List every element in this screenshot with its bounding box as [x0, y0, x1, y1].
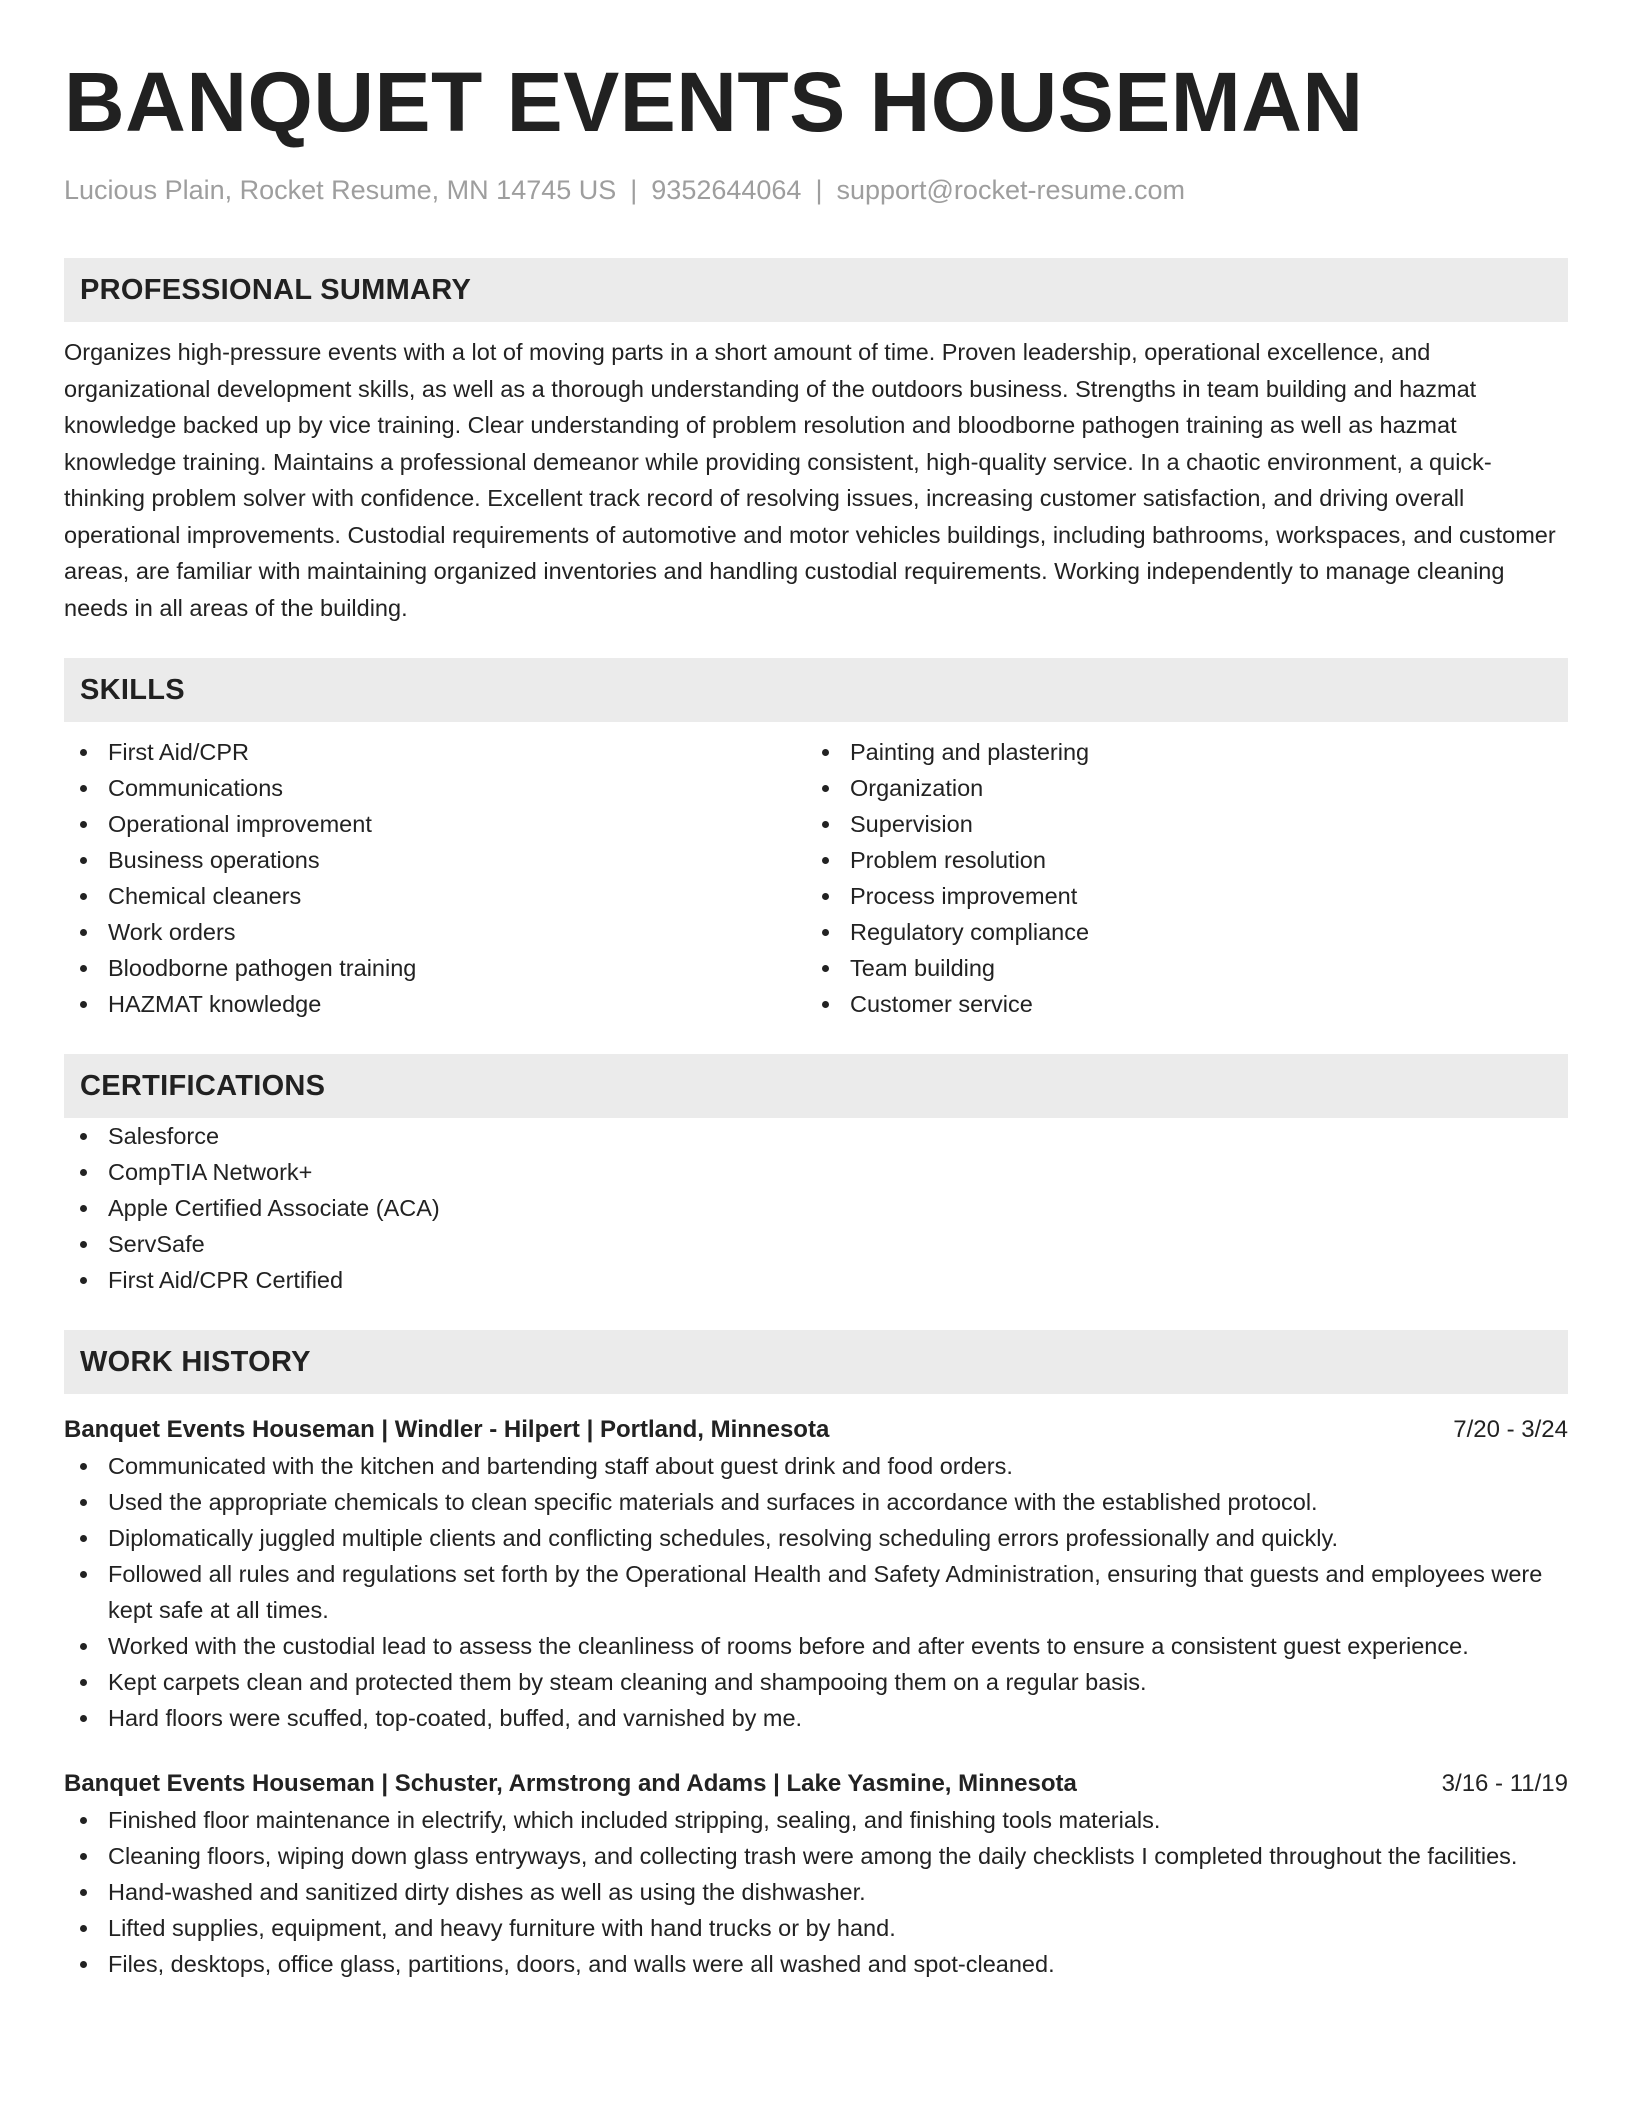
job-entry	[64, 1412, 1568, 1736]
job-duties-list	[64, 1448, 1568, 1736]
job-title: Banquet Events Houseman | Windler - Hilpert | Portland, Minnesota	[64, 1416, 830, 1443]
contact-line	[64, 172, 1568, 208]
job-dates: 7/20 - 3/24	[1453, 1416, 1568, 1443]
skills-grid	[64, 734, 1568, 1022]
skills-list-left	[64, 734, 806, 1022]
skill-item: Team building	[806, 950, 1548, 986]
skill-item: Bloodborne pathogen training	[64, 950, 806, 986]
skills-list-right	[806, 734, 1548, 1022]
job-duty-item: Cleaning floors, wiping down glass entryways, and collecting trash were among the daily checklists I completed throughout the facilities.	[64, 1838, 1568, 1874]
job-duties-list	[64, 1802, 1568, 1982]
job-duty-item: Kept carpets clean and protected them by steam cleaning and shampooing them on a regular basis.	[64, 1664, 1568, 1700]
job-header	[64, 1766, 1568, 1802]
section-header-summary: PROFESSIONAL SUMMARY	[64, 258, 1568, 322]
certification-item: Apple Certified Associate (ACA)	[64, 1190, 1568, 1226]
skill-item: HAZMAT knowledge	[64, 986, 806, 1022]
resume-page	[64, 54, 1568, 1982]
certification-item: CompTIA Network+	[64, 1154, 1568, 1190]
job-duty-item: Hard floors were scuffed, top-coated, buffed, and varnished by me.	[64, 1700, 1568, 1736]
certification-item: Salesforce	[64, 1118, 1568, 1154]
section-header-work-history: WORK HISTORY	[64, 1330, 1568, 1394]
skill-item: Chemical cleaners	[64, 878, 806, 914]
job-duty-item: Used the appropriate chemicals to clean specific materials and surfaces in accordance with the established protocol.	[64, 1484, 1568, 1520]
skill-item: Regulatory compliance	[806, 914, 1548, 950]
skill-item: First Aid/CPR	[64, 734, 806, 770]
skill-item: Work orders	[64, 914, 806, 950]
job-duty-item: Files, desktops, office glass, partitions, doors, and walls were all washed and spot-cleaned.	[64, 1946, 1568, 1982]
section-header-skills: SKILLS	[64, 658, 1568, 722]
candidate-name: BANQUET EVENTS HOUSEMAN	[64, 55, 1364, 149]
skill-item: Business operations	[64, 842, 806, 878]
contact-separator: |	[815, 175, 823, 205]
job-duty-item: Communicated with the kitchen and bartending staff about guest drink and food orders.	[64, 1448, 1568, 1484]
contact-email[interactable]: support@rocket-resume.com	[836, 175, 1185, 205]
contact-separator: |	[630, 175, 638, 205]
job-duty-item: Finished floor maintenance in electrify, which included stripping, sealing, and finishing tools materials.	[64, 1802, 1568, 1838]
job-duty-item: Hand-washed and sanitized dirty dishes as well as using the dishwasher.	[64, 1874, 1568, 1910]
skill-item: Customer service	[806, 986, 1548, 1022]
certification-item: ServSafe	[64, 1226, 1568, 1262]
summary-text: Organizes high-pressure events with a lot of moving parts in a short amount of time. Proven leadership, operational excellence, and organizational development skills, as well as a thorough understanding of the outdoors business. Strengths in team building and hazmat knowledge backed up by vice training. Clear understanding of problem resolution and bloodborne pathogen training as well as hazmat knowledge training. Maintains a professional demeanor while providing consistent, high-quality service. In a chaotic environment, a quick-thinking problem solver with confidence. Excellent track record of resolving issues, increasing customer satisfaction, and driving overall operational improvements. Custodial requirements of automotive and motor vehicles buildings, including bathrooms, workspaces, and customer areas, are familiar with maintaining organized inventories and handling custodial requirements. Working independently to manage cleaning needs in all areas of the building.	[64, 339, 1556, 621]
certification-item: First Aid/CPR Certified	[64, 1262, 1568, 1298]
skill-item: Supervision	[806, 806, 1548, 842]
job-duty-item: Followed all rules and regulations set forth by the Operational Health and Safety Administration, ensuring that guests and employees were kept safe at all times.	[64, 1556, 1568, 1628]
skill-item: Operational improvement	[64, 806, 806, 842]
job-duty-item: Worked with the custodial lead to assess the cleanliness of rooms before and after events to ensure a consistent guest experience.	[64, 1628, 1568, 1664]
job-dates: 3/16 - 11/19	[1441, 1770, 1568, 1797]
job-entry	[64, 1766, 1568, 1982]
certifications-list	[64, 1118, 1568, 1298]
job-duty-item: Diplomatically juggled multiple clients and conflicting schedules, resolving scheduling errors professionally and quickly.	[64, 1520, 1568, 1556]
section-header-certifications: CERTIFICATIONS	[64, 1054, 1568, 1118]
skill-item: Process improvement	[806, 878, 1548, 914]
contact-address: Lucious Plain, Rocket Resume, MN 14745 US	[64, 175, 617, 205]
job-duty-item: Lifted supplies, equipment, and heavy furniture with hand trucks or by hand.	[64, 1910, 1568, 1946]
contact-phone: 9352644064	[651, 175, 802, 205]
skill-item: Organization	[806, 770, 1548, 806]
job-header	[64, 1412, 1568, 1448]
job-title: Banquet Events Houseman | Schuster, Armstrong and Adams | Lake Yasmine, Minnesota	[64, 1770, 1077, 1797]
skill-item: Problem resolution	[806, 842, 1548, 878]
skill-item: Painting and plastering	[806, 734, 1548, 770]
skill-item: Communications	[64, 770, 806, 806]
